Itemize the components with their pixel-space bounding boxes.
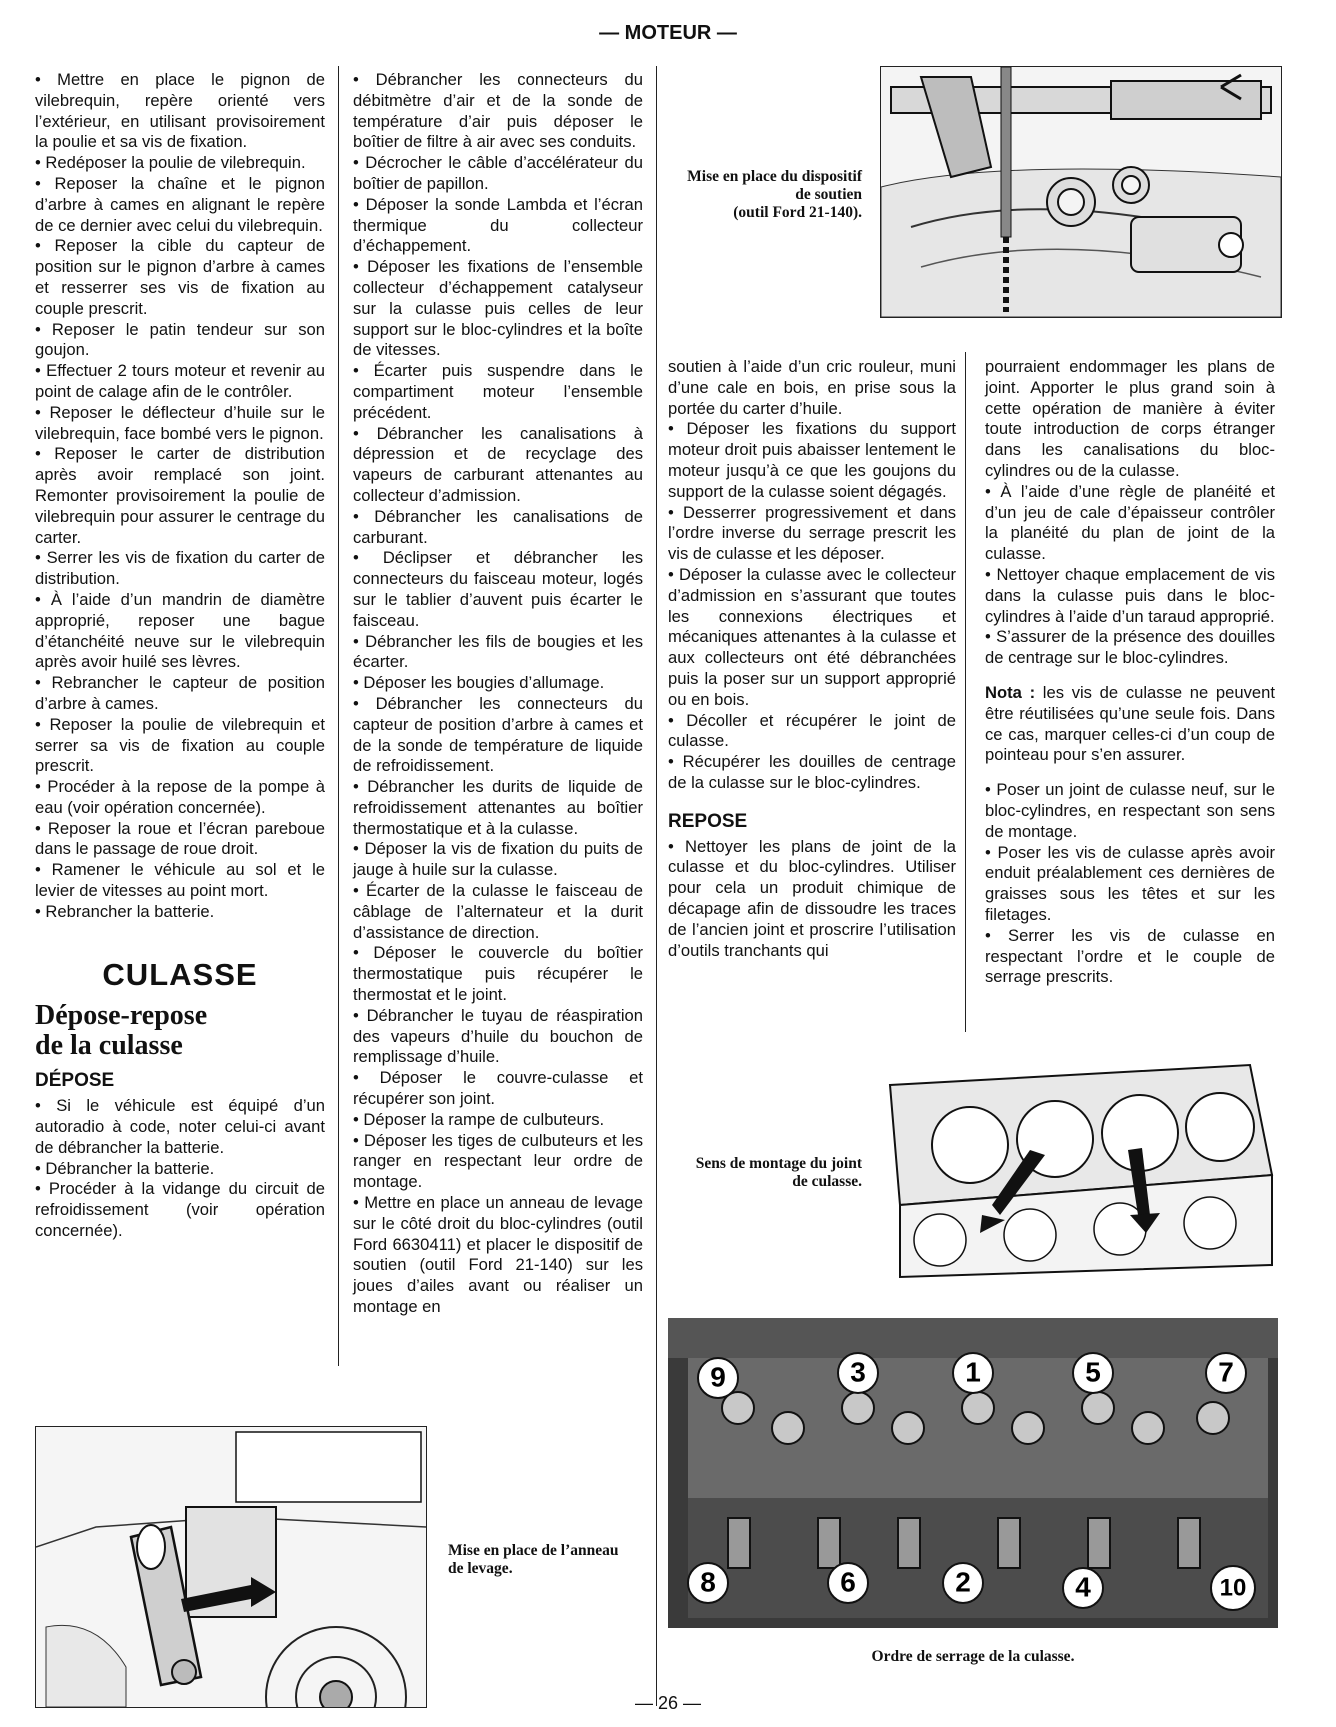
instruction-item: • Desserrer progressivement et dans l’ordre inverse du serrage prescrit les vis de culasse et les déposer. xyxy=(668,503,956,565)
col1-depose-list xyxy=(35,1096,325,1242)
instruction-item: • Déposer la sonde Lambda et l’écran thermique du collecteur d’échappement. xyxy=(353,195,643,257)
col3-continuation: soutien à l’aide d’un cric rouleur, muni d’une cale en bois, en prise sous la portée du carter d’huile. xyxy=(668,357,956,418)
instruction-item: • Reposer le carter de distribution après avoir remplacé son joint. Remonter provisoirement la poulie de vilebrequin pour assurer le centrage du carter. xyxy=(35,444,325,548)
col4-continuation: pourraient endommager les plans de joint. Apporter le plus grand soin à cette opération de manière à éviter toute introduction de corps étranger dans les canalisations du bloc-cylindres ou de la culasse. xyxy=(985,357,1275,480)
caption-anneau-line-1: Mise en place de l’anneau xyxy=(448,1542,619,1559)
instruction-item: • Serrer les vis de fixation du carter de distribution. xyxy=(35,548,325,590)
instruction-item: • Mettre en place un anneau de levage sur le côté droit du bloc-cylindres (outil Ford 6630411) et placer le dispositif de soutien (outil Ford 21-140) sur les joues d’ailes avant ou réaliser un montage en xyxy=(353,1193,643,1318)
support-device-drawing xyxy=(881,67,1281,317)
instruction-item: • Écarter de la culasse le faisceau de câblage de l’alternateur et la durit d’assistance de direction. xyxy=(353,881,643,943)
instruction-item: • À l’aide d’une règle de planéité et d’un jeu de cale d’épaisseur contrôler la planéité du plan de joint de la culasse. xyxy=(985,482,1275,565)
column-rule-1 xyxy=(338,66,339,1366)
caption-joint-line-2: de culasse. xyxy=(792,1173,862,1190)
instruction-item: • Poser les vis de culasse après avoir enduit préalablement ces dernières de graisses sous les têtes et sur les filetages. xyxy=(985,843,1275,926)
bolt-number-4: 4 xyxy=(1075,1571,1091,1603)
bolt-number-9: 9 xyxy=(710,1361,726,1393)
instruction-item: • Procéder à la repose de la pompe à eau (voir opération concernée). xyxy=(35,777,325,819)
figure-lifting-ring xyxy=(35,1426,427,1708)
instruction-item: • Reposer le déflecteur d’huile sur le vilebrequin, face bombé vers le pignon. xyxy=(35,403,325,445)
instruction-item: • Poser un joint de culasse neuf, sur le bloc-cylindres, en respectant son sens de montage. xyxy=(985,780,1275,842)
instruction-item: • Serrer les vis de culasse en respectant l’ordre et le couple de serrage prescrits. xyxy=(985,926,1275,988)
subsection-title xyxy=(35,1001,325,1061)
caption-anneau xyxy=(448,1542,648,1578)
col2-list xyxy=(353,70,643,1318)
instruction-item: • Débrancher les connecteurs du capteur de position d’arbre à cames et de la sonde de température de liquide de refroidissement. xyxy=(353,694,643,777)
instruction-item: • Rebrancher le capteur de position d’arbre à cames. xyxy=(35,673,325,715)
instruction-item: • Reposer le patin tendeur sur son goujon. xyxy=(35,320,325,362)
bolt-number-1: 1 xyxy=(965,1356,981,1388)
instruction-item: • Débrancher les connecteurs du débitmètre d’air et de la sonde de température d’air puis déposer le boîtier de filtre à air avec ses conduits. xyxy=(353,70,643,153)
depose-heading: DÉPOSE xyxy=(35,1070,115,1092)
instruction-item: • À l’aide d’un mandrin de diamètre approprié, reposer une bague d’étanchéité neuve sur le vilebrequin après avoir huilé ses lèvres. xyxy=(35,590,325,673)
caption-soutien-line-3: (outil Ford 21-140). xyxy=(733,204,862,221)
col4-list-b xyxy=(985,780,1275,988)
instruction-item: • Reposer la roue et l’écran pareboue dans le passage de roue droit. xyxy=(35,819,325,861)
instruction-item: • Procéder à la vidange du circuit de refroidissement (voir opération concernée). xyxy=(35,1179,325,1241)
instruction-item: • Reposer la chaîne et le pignon d’arbre à cames en alignant le repère de ce dernier avec celui du vilebrequin. xyxy=(35,174,325,236)
caption-soutien xyxy=(662,168,862,222)
bolt-number-6: 6 xyxy=(840,1566,856,1598)
column-1 xyxy=(35,70,325,1242)
figure-support-device xyxy=(880,66,1282,318)
running-header: — MOTEUR — xyxy=(599,22,737,44)
instruction-item: • Débrancher les fils de bougies et les écarter. xyxy=(353,632,643,674)
instruction-item: • Effectuer 2 tours moteur et revenir au point de calage afin de le contrôler. xyxy=(35,361,325,403)
instruction-item: • Écarter puis suspendre dans le compartiment moteur l’ensemble précédent. xyxy=(353,361,643,423)
col3-list xyxy=(668,419,956,793)
bolt-number-7: 7 xyxy=(1218,1356,1234,1388)
bolt-number-5: 5 xyxy=(1085,1356,1101,1388)
caption-soutien-line-2: de soutien xyxy=(795,186,862,203)
page-number: — 26 — xyxy=(634,1693,702,1713)
instruction-item: • S’assurer de la présence des douilles de centrage sur le bloc-cylindres. xyxy=(985,627,1275,669)
instruction-item: • Nettoyer les plans de joint de la culasse et du bloc-cylindres. Utiliser pour cela un produit chimique de décapage afin de dissoudre les traces de l’ancien joint et proscrire l’utilisation d’outils tranchants qui xyxy=(668,837,956,962)
instruction-item: • Nettoyer chaque emplacement de vis dans la culasse puis dans le bloc-cylindres à l’aide d’un taraud approprié. xyxy=(985,565,1275,627)
column-3 xyxy=(668,357,956,961)
instruction-item: • Rebrancher la batterie. xyxy=(35,902,325,923)
section-title: CULASSE xyxy=(102,956,258,992)
nota-text: les vis de culasse ne peuvent être réutilisées qu’une seule fois. Dans ce cas, marquer celles-ci d’un coup de pointeau pour s’en assurer. xyxy=(985,682,1275,765)
instruction-item: • Déposer la vis de fixation du puits de jauge à huile sur la culasse. xyxy=(353,839,643,881)
head-gasket-drawing xyxy=(880,1055,1280,1280)
instruction-item: • Ramener le véhicule au sol et le levier de vitesses au point mort. xyxy=(35,860,325,902)
instruction-item: • Déposer les fixations du support moteur droit puis abaisser lentement le moteur jusqu’à ce que les goujons du support de la culasse soient dégagés. xyxy=(668,419,956,502)
instruction-item: • Déposer le couvre-culasse et récupérer son joint. xyxy=(353,1068,643,1110)
caption-ordre: Ordre de serrage de la culasse. xyxy=(871,1648,1075,1665)
column-4 xyxy=(985,357,1275,988)
subsection-title-line-1: Dépose-repose xyxy=(35,1000,208,1032)
column-2 xyxy=(353,70,643,1318)
instruction-item: • Déclipser et débrancher les connecteurs du faisceau moteur, logés sur le tablier d’auvent puis écarter le faisceau. xyxy=(353,548,643,631)
instruction-item: • Redéposer la poulie de vilebrequin. xyxy=(35,153,325,174)
cylinder-head-photo xyxy=(668,1318,1278,1628)
nota-label: Nota : xyxy=(985,682,1036,702)
instruction-item: • Déposer la rampe de culbuteurs. xyxy=(353,1110,643,1131)
figure-tightening-order xyxy=(668,1318,1278,1628)
repose-heading: REPOSE xyxy=(668,810,748,832)
lifting-ring-drawing xyxy=(36,1427,426,1707)
instruction-item: • Déposer les tiges de culbuteurs et les ranger en respectant leur ordre de montage. xyxy=(353,1131,643,1193)
bolt-number-10: 10 xyxy=(1219,1574,1247,1602)
col1-top-list xyxy=(35,70,325,923)
instruction-item: • Décoller et récupérer le joint de culasse. xyxy=(668,711,956,753)
caption-joint-line-1: Sens de montage du joint xyxy=(695,1155,862,1172)
instruction-item: • Reposer la cible du capteur de position sur le pignon d’arbre à cames et resserrer ses vis de fixation au couple prescrit. xyxy=(35,236,325,319)
col3-repose-list xyxy=(668,837,956,962)
instruction-item: • Déposer le couvercle du boîtier thermostatique puis récupérer le thermostat et le joint. xyxy=(353,943,643,1005)
instruction-item: • Reposer la poulie de vilebrequin et serrer sa vis de fixation au couple prescrit. xyxy=(35,715,325,777)
instruction-item: • Débrancher les durits de liquide de refroidissement attenantes au boîtier thermostatique et à la culasse. xyxy=(353,777,643,839)
figure-head-gasket xyxy=(880,1055,1280,1280)
bolt-number-8: 8 xyxy=(700,1566,716,1598)
caption-joint xyxy=(662,1155,862,1191)
instruction-item: • Déposer la culasse avec le collecteur d’admission en s’assurant que toutes les connexions électriques et mécaniques attenantes à la culasse et aux collecteurs ont été débranchées puis la poser sur un support approprié ou en bois. xyxy=(668,565,956,711)
caption-anneau-line-2: de levage. xyxy=(448,1560,513,1577)
bolt-number-2: 2 xyxy=(955,1566,971,1598)
instruction-item: • Déposer les bougies d’allumage. xyxy=(353,673,643,694)
column-rule-2 xyxy=(656,66,657,1706)
instruction-item: • Déposer les fixations de l’ensemble collecteur d’échappement catalyseur sur la culasse puis celles de leur support sur le bloc-cylindres et la boîte de vitesses. xyxy=(353,257,643,361)
instruction-item: • Récupérer les douilles de centrage de la culasse sur le bloc-cylindres. xyxy=(668,752,956,794)
instruction-item: • Débrancher le tuyau de réaspiration des vapeurs d’huile du bouchon de remplissage d’huile. xyxy=(353,1006,643,1068)
instruction-item: • Mettre en place le pignon de vilebrequin, repère orienté vers l’extérieur, en utilisant provisoirement la poulie et sa vis de fixation. xyxy=(35,70,325,153)
instruction-item: • Décrocher le câble d’accélérateur du boîtier de papillon. xyxy=(353,153,643,195)
bolt-number-3: 3 xyxy=(850,1356,866,1388)
instruction-item: • Débrancher la batterie. xyxy=(35,1159,325,1180)
instruction-item: • Débrancher les canalisations à dépression et de recyclage des vapeurs de carburant attenantes au collecteur d’admission. xyxy=(353,424,643,507)
col4-list-a xyxy=(985,482,1275,669)
subsection-title-line-2: de la culasse xyxy=(35,1030,183,1062)
instruction-item: • Si le véhicule est équipé d’un autoradio à code, noter celui-ci avant de débrancher la batterie. xyxy=(35,1096,325,1158)
caption-soutien-line-1: Mise en place du dispositif xyxy=(687,168,862,185)
nota-paragraph xyxy=(985,683,1275,766)
column-rule-3 xyxy=(965,352,966,1032)
instruction-item: • Débrancher les canalisations de carburant. xyxy=(353,507,643,549)
